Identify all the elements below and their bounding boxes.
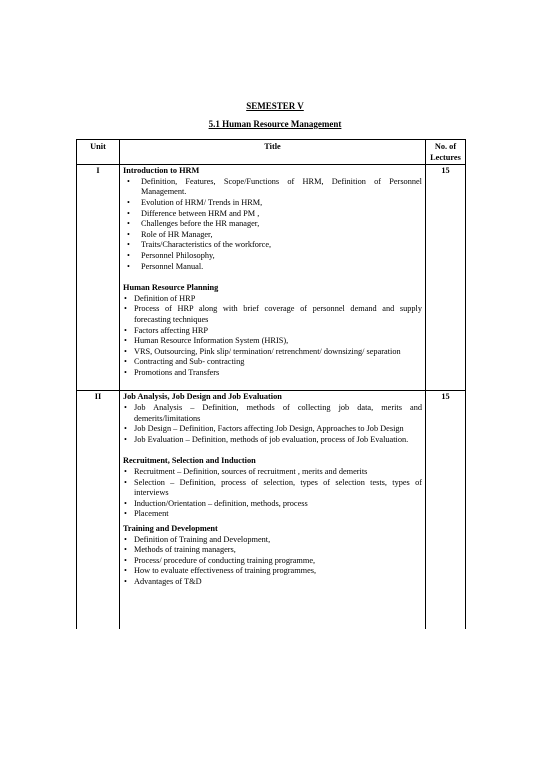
bullet-icon: •: [127, 261, 130, 271]
course-heading: 5.1 Human Resource Management: [208, 119, 342, 129]
syllabus-table: [76, 139, 466, 629]
bullet-icon: •: [124, 498, 127, 508]
bullet-icon: •: [124, 325, 127, 335]
bullet-icon: •: [124, 477, 127, 487]
list-item: • Job Design – Definition, Factors affecting Job Design, Approaches to Job Design: [124, 424, 404, 434]
list-item: • Selection – Definition, process of selection, types of selection tests, types of interviews: [124, 477, 422, 498]
list-item: • Promotions and Transfers: [124, 367, 220, 377]
bullet-icon: •: [127, 197, 130, 207]
topic-list: [123, 294, 422, 379]
bullet-icon: •: [127, 176, 130, 186]
bullet-icon: •: [127, 208, 130, 218]
bullet-icon: •: [124, 576, 127, 586]
bullet-icon: •: [124, 424, 127, 434]
table-row: [77, 391, 466, 630]
unit-content: [120, 165, 426, 391]
bullet-icon: •: [127, 219, 130, 229]
bullet-icon: •: [124, 534, 127, 544]
unit-content: [120, 391, 426, 630]
list-item: • Traits/Characteristics of the workforce,: [127, 240, 272, 250]
semester-heading: SEMESTER V: [246, 101, 304, 111]
list-item: • How to evaluate effectiveness of training programmes,: [124, 566, 317, 576]
bullet-icon: •: [127, 250, 130, 260]
bullet-icon: •: [124, 555, 127, 565]
list-item: • Definition of Training and Development,: [124, 534, 271, 544]
list-item: • Recruitment – Definition, sources of recruitment , merits and demerits: [124, 467, 368, 477]
lecture-count: 15: [426, 165, 466, 391]
list-item: • Process of HRP along with brief coverage of personnel demand and supply forecasting techniques: [124, 304, 422, 324]
header-unit: Unit: [77, 140, 120, 165]
topic-list: [123, 535, 422, 588]
list-item: • Role of HR Manager,: [127, 229, 213, 239]
bullet-icon: •: [124, 346, 127, 356]
list-item: • Definition, Features, Scope/Functions of HRM, Definition of Personnel Management.: [127, 176, 422, 197]
section-title: Training and Development: [123, 524, 218, 533]
section-title: Human Resource Planning: [123, 283, 219, 293]
section-title: Job Analysis, Job Design and Job Evaluation: [123, 392, 282, 402]
bullet-icon: •: [127, 240, 130, 250]
list-item: • VRS, Outsourcing, Pink slip/ termination/ retrenchment/ downsizing/ separation: [124, 346, 401, 356]
bullet-icon: •: [124, 304, 127, 314]
topic-list: [123, 467, 422, 520]
bullet-icon: •: [124, 357, 127, 367]
topic-list: [123, 403, 422, 445]
list-item: • Personnel Manual.: [127, 261, 204, 271]
topic-list: [123, 177, 422, 272]
bullet-icon: •: [124, 509, 127, 519]
lecture-count: 15: [426, 391, 466, 630]
list-item: • Evolution of HRM/ Trends in HRM,: [127, 197, 263, 207]
list-item: • Challenges before the HR manager,: [127, 219, 260, 229]
list-item: • Job Analysis – Definition, methods of collecting job data, merits and demerits/limitations: [124, 403, 422, 423]
bullet-icon: •: [124, 467, 127, 477]
list-item: • Factors affecting HRP: [124, 325, 209, 335]
list-item: • Induction/Orientation – definition, methods, process: [124, 498, 308, 508]
table-header-row: [77, 140, 466, 165]
bullet-icon: •: [124, 403, 127, 413]
unit-number: II: [77, 391, 120, 630]
bullet-icon: •: [124, 336, 127, 346]
unit-number: I: [77, 165, 120, 391]
table-row: [77, 165, 466, 391]
list-item: • Human Resource Information System (HRIS),: [124, 336, 289, 346]
list-item: • Personnel Philosophy,: [127, 250, 215, 260]
bullet-icon: •: [124, 293, 127, 303]
list-item: • Advantages of T&D: [124, 576, 202, 586]
bullet-icon: •: [127, 229, 130, 239]
list-item: • Process/ procedure of conducting training programme,: [124, 555, 316, 565]
list-item: • Placement: [124, 509, 169, 519]
header-lectures: No. of Lectures: [426, 140, 466, 165]
bullet-icon: •: [124, 566, 127, 576]
header-title: Title: [120, 140, 426, 165]
bullet-icon: •: [124, 434, 127, 444]
list-item: • Job Evaluation – Definition, methods of job evaluation, process of Job Evaluation.: [124, 434, 409, 444]
list-item: • Contracting and Sub- contracting: [124, 357, 245, 367]
section-title: Recruitment, Selection and Induction: [123, 456, 256, 466]
list-item: • Definition of HRP: [124, 293, 196, 303]
list-item: • Methods of training managers,: [124, 545, 236, 555]
bullet-icon: •: [124, 367, 127, 377]
list-item: • Difference between HRM and PM ,: [127, 208, 260, 218]
bullet-icon: •: [124, 545, 127, 555]
section-title: Introduction to HRM: [123, 166, 200, 176]
